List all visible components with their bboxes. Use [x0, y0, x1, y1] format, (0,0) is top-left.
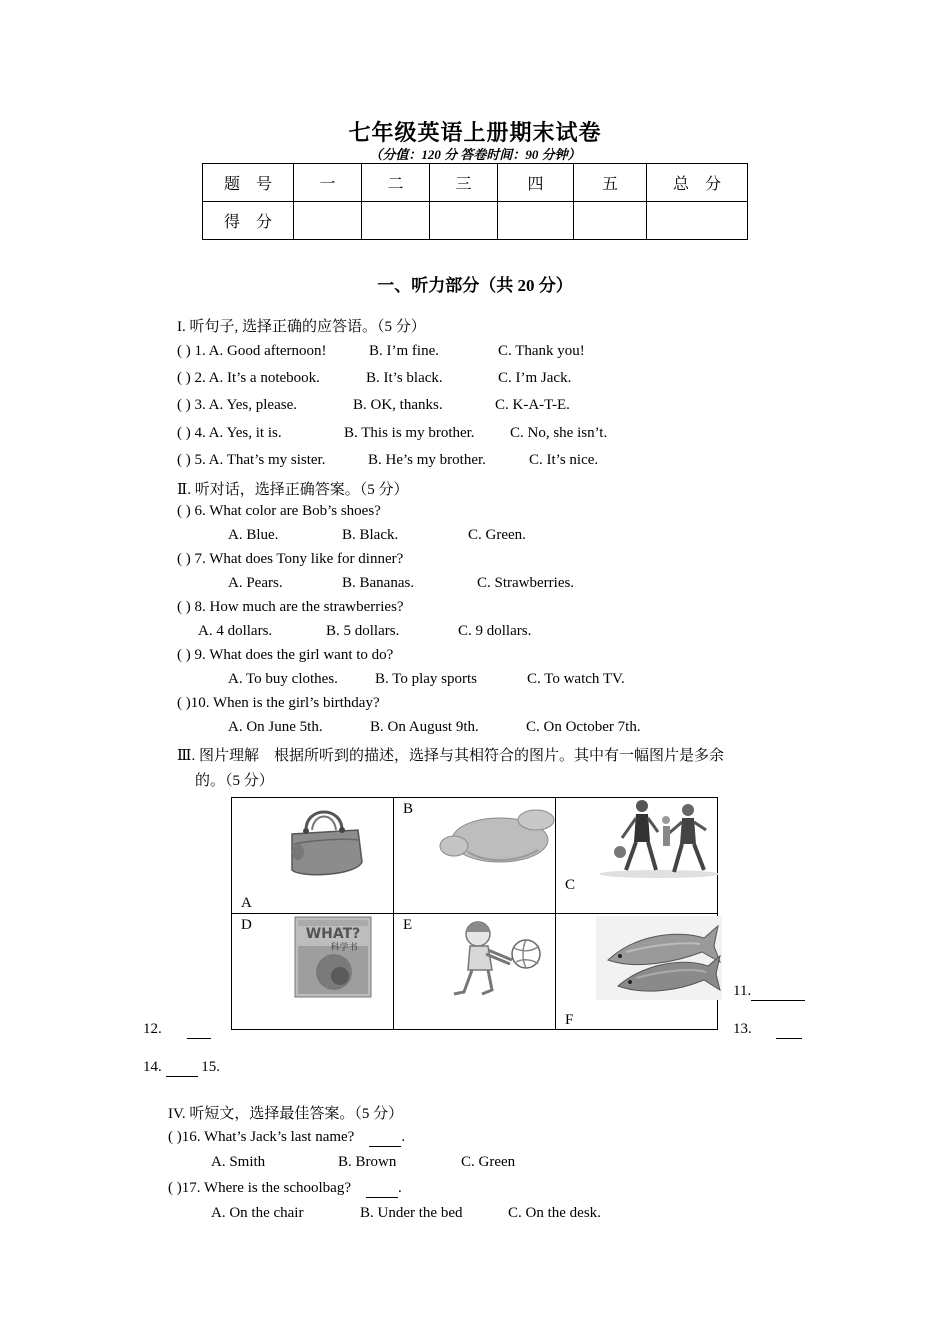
score-input-cell[interactable]	[430, 202, 498, 240]
answer-blank-14-15[interactable]	[143, 1059, 220, 1077]
picture-cell-e	[394, 914, 556, 1030]
fish-icon	[596, 916, 722, 1000]
question-10-text: ( )10. When is the girl’s birthday?	[177, 695, 380, 711]
answer-blank-11[interactable]	[733, 983, 805, 1001]
question-16-option-c: C. Green	[461, 1154, 516, 1170]
volleyball-girl-icon	[442, 918, 552, 998]
picture-label-b: B	[403, 801, 414, 817]
question-16-option-b: B. Brown	[338, 1154, 397, 1170]
part1-instruction: I. 听句子, 选择正确的应答语。（5 分）	[177, 319, 426, 335]
handbag-icon	[284, 800, 366, 880]
question-16-tail: .	[401, 1129, 406, 1145]
score-input-cell[interactable]	[294, 202, 362, 240]
score-header-cell: 一	[294, 164, 362, 202]
question-5-option-a: ( ) 5. A. That’s my sister.	[177, 452, 326, 468]
book-cover-subtitle: 科学书	[330, 943, 358, 953]
question-1-option-b: B. I’m fine.	[369, 343, 439, 359]
score-header-cell: 四	[498, 164, 574, 202]
basketball-players-icon	[596, 798, 722, 878]
question-17-option-c: C. On the desk.	[508, 1205, 601, 1221]
score-header-cell: 题 号	[203, 164, 294, 202]
answer-blank-12-label: 12.	[143, 1021, 162, 1037]
question-17-option-b: B. Under the bed	[360, 1205, 463, 1221]
picture-label-f: F	[565, 1012, 574, 1028]
question-10-option-c: C. On October 7th.	[526, 719, 641, 735]
question-3-option-a: ( ) 3. A. Yes, please.	[177, 397, 297, 413]
question-9-option-b: B. To play sports	[375, 671, 478, 687]
part4-instruction: IV. 听短文，选择最佳答案。（5 分）	[168, 1106, 404, 1122]
question-16-text	[168, 1129, 405, 1147]
question-8-text: ( ) 8. How much are the strawberries?	[177, 599, 404, 615]
question-7-option-a: A. Pears.	[228, 575, 283, 591]
score-header-cell: 三	[430, 164, 498, 202]
question-10-option-a: A. On June 5th.	[228, 719, 323, 735]
score-input-cell[interactable]	[647, 202, 748, 240]
book-cover-title: WHAT?	[305, 926, 361, 942]
question-9-text: ( ) 9. What does the girl want to do?	[177, 647, 394, 663]
answer-blank-13-label: 13.	[733, 1021, 752, 1037]
question-5-option-c: C. It’s nice.	[529, 452, 599, 468]
question-5-option-b: B. He’s my brother.	[368, 452, 486, 468]
question-2-option-c: C. I’m Jack.	[498, 370, 572, 386]
score-table-header-row	[203, 164, 748, 202]
answer-blank-12[interactable]	[143, 1021, 211, 1039]
question-4-option-a: ( ) 4. A. Yes, it is.	[177, 425, 282, 441]
question-3-option-b: B. OK, thanks.	[353, 397, 443, 413]
question-6-option-c: C. Green.	[468, 527, 526, 543]
question-2-option-a: ( ) 2. A. It’s a notebook.	[177, 370, 320, 386]
part3-instruction-line2: 的。（5 分）	[195, 773, 274, 789]
question-10-option-b: B. On August 9th.	[370, 719, 479, 735]
question-1-option-c: C. Thank you!	[498, 343, 585, 359]
question-17-text	[168, 1180, 402, 1198]
question-8-option-b: B. 5 dollars.	[326, 623, 400, 639]
question-6-option-a: A. Blue.	[228, 527, 279, 543]
part2-instruction: Ⅱ. 听对话，选择正确答案。（5 分）	[177, 482, 409, 498]
picture-label-c: C	[565, 877, 576, 893]
score-header-cell: 总 分	[647, 164, 748, 202]
question-17-option-a: A. On the chair	[211, 1205, 304, 1221]
score-row-label: 得 分	[203, 202, 294, 240]
picture-grid	[231, 797, 718, 1030]
part3-instruction-line1: Ⅲ. 图片理解 根据所听到的描述，选择与其相符合的图片。其中有一幅图片是多余	[177, 748, 724, 764]
question-4-option-b: B. This is my brother.	[344, 425, 475, 441]
answer-blank-14-label: 14.	[143, 1059, 162, 1075]
page-title: 七年级英语上册期末试卷	[348, 120, 602, 145]
picture-label-a: A	[241, 895, 252, 911]
question-2-option-b: B. It’s black.	[366, 370, 443, 386]
question-8-option-c: C. 9 dollars.	[458, 623, 532, 639]
picture-label-e: E	[403, 917, 413, 933]
question-7-option-b: B. Bananas.	[342, 575, 415, 591]
score-input-cell[interactable]	[498, 202, 574, 240]
question-9-option-c: C. To watch TV.	[527, 671, 625, 687]
answer-blank-13[interactable]	[733, 1021, 802, 1039]
score-header-cell: 五	[574, 164, 647, 202]
score-table	[202, 163, 748, 240]
answer-blank-11-label: 11.	[733, 983, 752, 999]
picture-cell-c	[556, 798, 718, 914]
picture-cell-f	[556, 914, 718, 1030]
picture-label-d: D	[241, 917, 252, 933]
question-7-option-c: C. Strawberries.	[477, 575, 575, 591]
roast-chicken-icon	[438, 802, 558, 870]
question-3-option-c: C. K-A-T-E.	[495, 397, 570, 413]
question-4-option-c: C. No, she isn’t.	[510, 425, 608, 441]
question-7-text: ( ) 7. What does Tony like for dinner?	[177, 551, 404, 567]
question-9-option-a: A. To buy clothes.	[228, 671, 338, 687]
page-subtitle: （分值：120 分 答卷时间：90 分钟）	[369, 147, 581, 162]
score-header-cell: 二	[362, 164, 430, 202]
picture-cell-d	[232, 914, 394, 1030]
question-1-option-a: ( ) 1. A. Good afternoon!	[177, 343, 327, 359]
question-16-prompt: ( )16. What’s Jack’s last name?	[168, 1129, 355, 1145]
question-16-option-a: A. Smith	[211, 1154, 266, 1170]
score-table-score-row	[203, 202, 748, 240]
answer-blank-15-label: 15.	[201, 1059, 220, 1075]
question-8-option-a: A. 4 dollars.	[198, 623, 273, 639]
question-17-tail: .	[398, 1180, 402, 1196]
question-17-prompt: ( )17. Where is the schoolbag?	[168, 1180, 351, 1196]
picture-cell-a	[232, 798, 394, 914]
science-book-icon	[294, 916, 372, 998]
question-6-option-b: B. Black.	[342, 527, 399, 543]
picture-cell-b	[394, 798, 556, 914]
score-input-cell[interactable]	[362, 202, 430, 240]
section-heading-listening: 一、听力部分（共 20 分）	[377, 276, 573, 295]
score-input-cell[interactable]	[574, 202, 647, 240]
question-6-text: ( ) 6. What color are Bob’s shoes?	[177, 503, 381, 519]
